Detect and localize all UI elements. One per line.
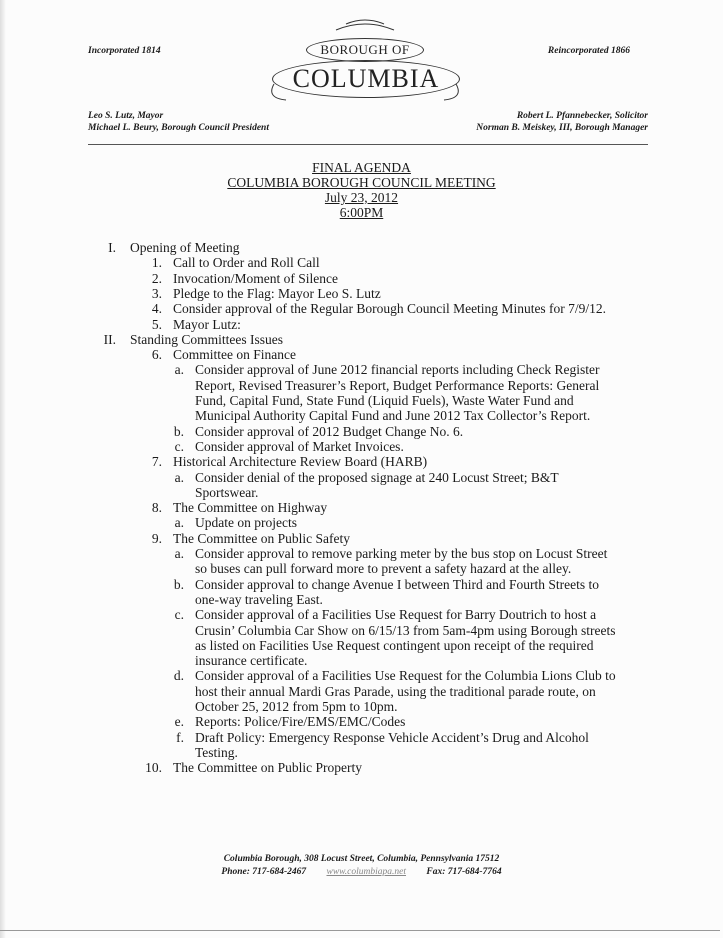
agenda-item-text: Reports: Police/Fire/EMS/EMC/Codes	[195, 714, 406, 730]
agenda-item-marker: a.	[174, 515, 184, 531]
agenda-item-text: as listed on Facilities Use Request contingent upon receipt of the required	[195, 637, 594, 653]
council-president-name: Michael L. Beury, Borough Council President	[88, 123, 269, 133]
mayor-name: Leo S. Lutz, Mayor	[88, 111, 164, 121]
meeting-date: July 23, 2012	[324, 190, 399, 205]
agenda-item-text: October 25, 2012 from 5pm to 10pm.	[195, 699, 398, 714]
agenda-item-text: Draft Policy: Emergency Response Vehicle Accident’s Drug and Alcohol	[195, 729, 589, 745]
agenda-item-marker: e.	[174, 714, 184, 730]
agenda-item-text: Historical Architecture Review Board (HARB)	[173, 454, 428, 470]
agenda-item-text: Standing Committees Issues	[130, 331, 283, 347]
agenda-item-text: Report, Revised Treasurer’s Report, Budget Performance Reports: General	[195, 377, 600, 393]
agenda-item-text: so buses can pull forward more to prevent a safety hazard at the alley.	[195, 561, 572, 577]
agenda-item-text: Consider denial of the proposed signage at 240 Locust Street; B&T	[195, 469, 559, 485]
agenda-item-text: Consider approval of a Facilities Use Request for the Columbia Lions Club to	[195, 668, 616, 684]
agenda-title-block	[0, 160, 723, 220]
meeting-time: 6:00PM	[339, 205, 384, 220]
page-edge-shadow	[0, 0, 6, 938]
meeting-name: COLUMBIA BOROUGH COUNCIL MEETING	[227, 175, 496, 190]
logo-borough-of-text: BOROUGH OF	[306, 38, 424, 62]
solicitor-name: Robert L. Pfannebecker, Solicitor	[516, 111, 648, 121]
agenda-item-marker: 9.	[151, 530, 162, 546]
agenda-item-text: Crusin’ Columbia Car Show on 6/15/13 from 5am-4pm using Borough streets	[195, 622, 616, 638]
reincorporated-label: Reincorporated 1866	[547, 46, 630, 56]
agenda-item-text: Consider approval of the Regular Borough Council Meeting Minutes for 7/9/12.	[173, 301, 607, 317]
agenda-item-marker: a.	[174, 469, 184, 485]
agenda-item-text: The Committee on Public Property	[173, 760, 362, 776]
agenda-item-text: Call to Order and Roll Call	[173, 255, 320, 271]
agenda-item-text: host their annual Mardi Gras Parade, using the traditional parade route, on	[195, 683, 596, 699]
header-divider	[88, 144, 648, 145]
agenda-item-marker: 10.	[145, 760, 162, 776]
footer-fax: Fax: 717-684-7764	[426, 867, 502, 877]
footer	[0, 853, 723, 879]
agenda-item-text: The Committee on Public Safety	[173, 530, 350, 546]
agenda-item-marker: 8.	[151, 500, 162, 516]
agenda-item-text: Municipal Authority Capital Fund and June 2012 Tax Collector’s Report.	[195, 408, 591, 424]
agenda-item-text: Fund, Capital Fund, State Fund (Liquid Fuels), Waste Water Fund and	[195, 393, 574, 408]
agenda-item-marker: c.	[174, 438, 184, 454]
logo-columbia-text: COLUMBIA	[272, 60, 460, 98]
agenda-item-text: Committee on Finance	[173, 347, 296, 363]
agenda-item-text: insurance certificate.	[195, 653, 308, 669]
agenda-item-marker: 1.	[151, 255, 162, 271]
agenda-item-marker: b.	[173, 423, 184, 439]
agenda-item-marker: a.	[174, 546, 184, 561]
manager-name: Norman B. Meiskey, III, Borough Manager	[476, 123, 648, 133]
agenda-item-marker: 2.	[151, 270, 162, 286]
agenda-item-text: Invocation/Moment of Silence	[173, 270, 338, 286]
footer-website-link[interactable]: www.columbiapa.net	[326, 867, 407, 877]
right-officials	[476, 110, 648, 134]
footer-address: Columbia Borough, 308 Locust Street, Columbia, Pennsylvania 17512	[223, 854, 500, 864]
footer-contact	[0, 866, 723, 879]
borough-logo	[266, 14, 464, 106]
agenda-item-text: Consider approval of a Facilities Use Request for Barry Doutrich to host a	[195, 607, 597, 623]
bottom-scan-line	[0, 930, 720, 931]
agenda-item-marker: f.	[176, 729, 184, 745]
agenda-item-text: Consider approval of June 2012 financial reports including Check Register	[195, 362, 600, 378]
agenda-item-text: Consider approval of Market Invoices.	[195, 438, 404, 454]
incorporated-label: Incorporated 1814	[88, 46, 161, 56]
footer-phone: Phone: 717-684-2467	[221, 867, 307, 877]
agenda-item-marker: a.	[174, 362, 184, 378]
agenda-item-text: Testing.	[195, 744, 238, 760]
agenda-item-marker: 3.	[151, 285, 162, 301]
agenda-item-marker: II.	[103, 331, 116, 347]
agenda-item-marker: 5.	[151, 316, 162, 332]
agenda-item-text: Consider approval of 2012 Budget Change No. 6.	[195, 423, 464, 439]
agenda-item-marker: 4.	[151, 301, 162, 317]
agenda-item-text: The Committee on Highway	[173, 500, 328, 516]
agenda-item-text: Mayor Lutz:	[173, 316, 241, 332]
agenda-item-text: Consider approval to change Avenue I between Third and Fourth Streets to	[195, 576, 600, 592]
agenda-item-text: Opening of Meeting	[130, 240, 240, 255]
agenda-item-text: one-way traveling East.	[195, 591, 323, 607]
agenda-item-text: Update on projects	[195, 515, 297, 531]
agenda-item-marker: d.	[173, 668, 184, 684]
agenda-item-marker: 6.	[151, 347, 162, 363]
agenda-item-marker: c.	[174, 607, 184, 623]
agenda-item-marker: 7.	[151, 454, 162, 470]
agenda-item-text: Sportswear.	[195, 484, 259, 500]
agenda-item-marker: b.	[173, 576, 184, 592]
agenda-item-text: Consider approval to remove parking meter by the bus stop on Locust Street	[195, 546, 608, 561]
agenda-item-text: Pledge to the Flag: Mayor Leo S. Lutz	[173, 285, 381, 301]
agenda-title: FINAL AGENDA	[312, 160, 411, 175]
agenda-item-marker: I.	[108, 240, 116, 255]
left-officials	[88, 110, 269, 134]
